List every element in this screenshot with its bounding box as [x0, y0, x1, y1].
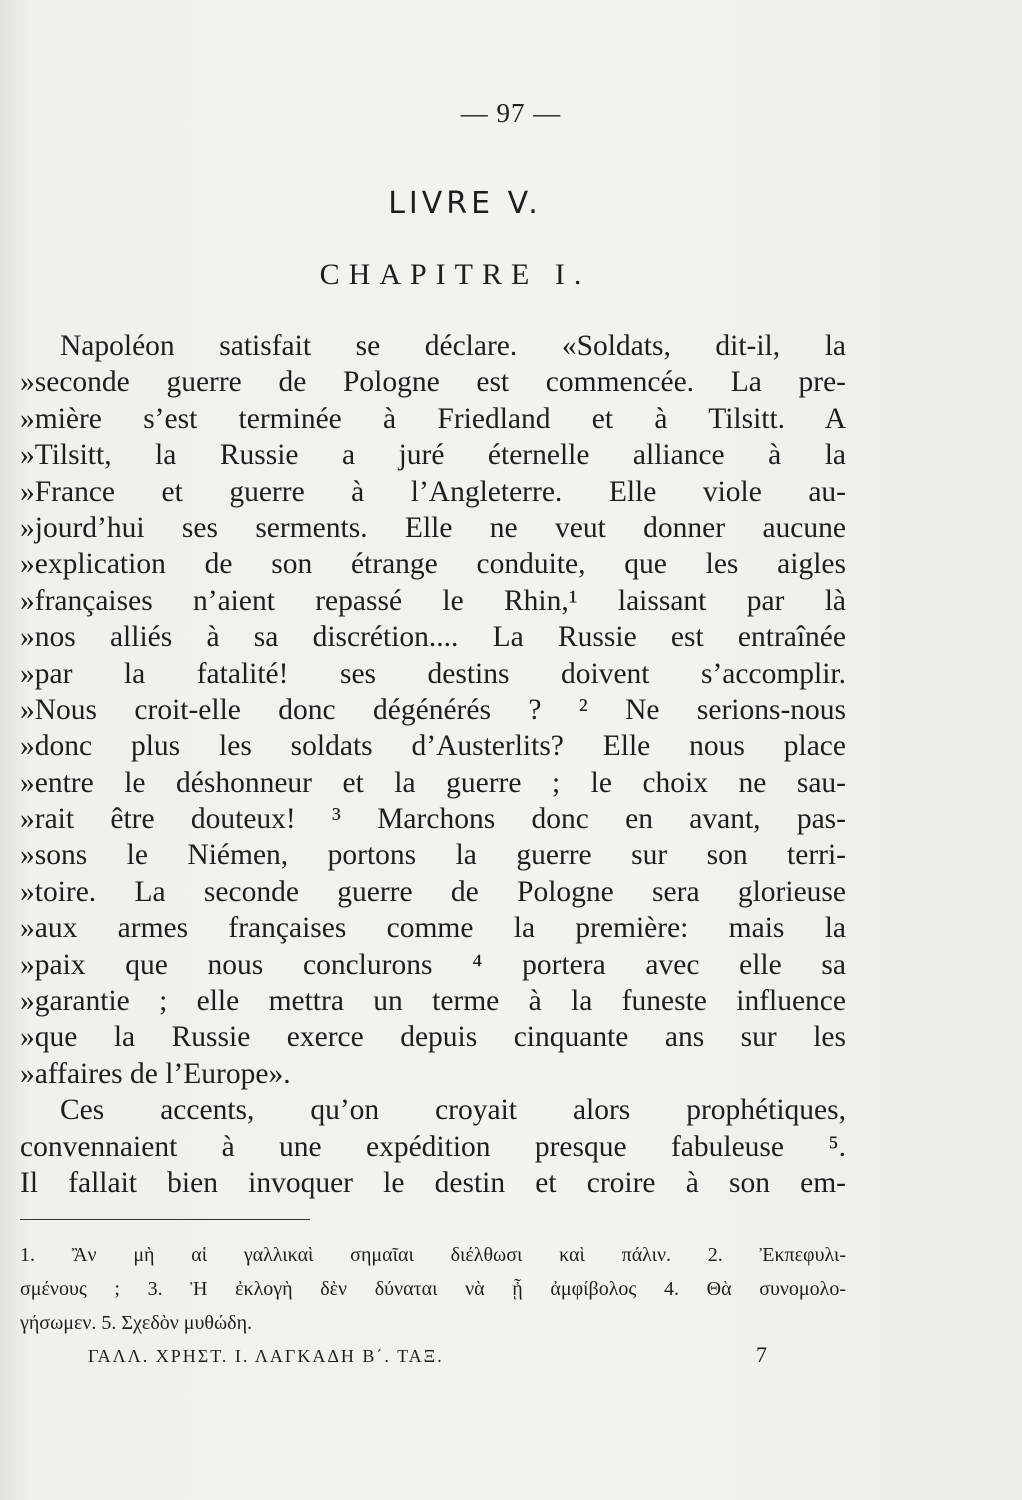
text-line: »nos alliés à sa discrétion.... La Russie est entraînée [20, 621, 846, 654]
text-line: »toire. La seconde guerre de Pologne sera glorieuse [20, 875, 846, 908]
chapter-heading: CHAPITRE I. [319, 258, 591, 291]
text-line: »affaires de l’Europe». [20, 1057, 291, 1090]
text-line: Ces accents, qu’on croyait alors prophétiques, [60, 1094, 846, 1127]
footnote-line: 1. Ἂν μὴ αἱ γαλλικαὶ σημαῖαι διέλθωσι καὶ πάλιν. 2. Ἐκπεφυλι- [20, 1244, 846, 1266]
footnote-line: γήσωμεν. 5. Σχεδὸν μυθώδη. [20, 1312, 253, 1334]
printer-signature: ΓΑΛΛ. ΧΡΗΣΤ. Ι. ΛΑΓΚΑΔΗ Β΄. ΤΑΞ. [88, 1346, 444, 1366]
text-line: Il fallait bien invoquer le destin et croire à son em- [20, 1166, 846, 1199]
text-line: »Tilsitt, la Russie a juré éternelle alliance à la [20, 439, 846, 472]
text-line: »par la fatalité! ses destins doivent s’accomplir. [20, 657, 846, 690]
sheet-number: 7 [756, 1342, 767, 1367]
text-line: convennaient à une expédition presque fabuleuse ⁵. [20, 1130, 846, 1163]
footnote-line: σμένους ; 3. Ἡ ἐκλογὴ δὲν δύναται νὰ ᾖ ἀμφίβολος 4. Θὰ συνομολο- [20, 1278, 846, 1300]
page-number: — 97 — [460, 98, 562, 128]
footnote-rule [20, 1219, 310, 1220]
text-line: »sons le Niémen, portons la guerre sur son terri- [20, 839, 846, 872]
text-line: »Nous croit-elle donc dégénérés ? ² Ne serions-nous [20, 693, 846, 726]
text-line: »que la Russie exerce depuis cinquante ans sur les [20, 1021, 846, 1054]
text-line: »paix que nous conclurons ⁴ portera avec elle sa [20, 948, 846, 981]
text-line: »explication de son étrange conduite, que les aigles [20, 548, 846, 581]
footnotes [20, 1238, 846, 1340]
text-line: »aux armes françaises comme la première: mais la [20, 912, 846, 945]
text-line: »entre le déshonneur et la guerre ; le choix ne sau- [20, 766, 846, 799]
text-line: »garantie ; elle mettra un terme à la funeste influence [20, 985, 846, 1018]
text-line: »seconde guerre de Pologne est commencée. La pre- [20, 366, 846, 399]
text-line: »France et guerre à l’Angleterre. Elle viole au- [20, 475, 846, 508]
body-text [20, 328, 846, 1201]
text-line: »jourd’hui ses serments. Elle ne veut donner aucune [20, 511, 846, 544]
text-line: »rait être douteux! ³ Marchons donc en avant, pas- [20, 803, 846, 836]
text-line: »donc plus les soldats d’Austerlits? Elle nous place [20, 730, 846, 763]
text-line: »françaises n’aient repassé le Rhin,¹ laissant par là [20, 584, 846, 617]
book-heading: LIVRE V. [388, 186, 542, 221]
text-line: Napoléon satisfait se déclare. «Soldats, dit-il, la [60, 330, 846, 362]
text-line: »mière s’est terminée à Friedland et à Tilsitt. A [20, 402, 846, 435]
